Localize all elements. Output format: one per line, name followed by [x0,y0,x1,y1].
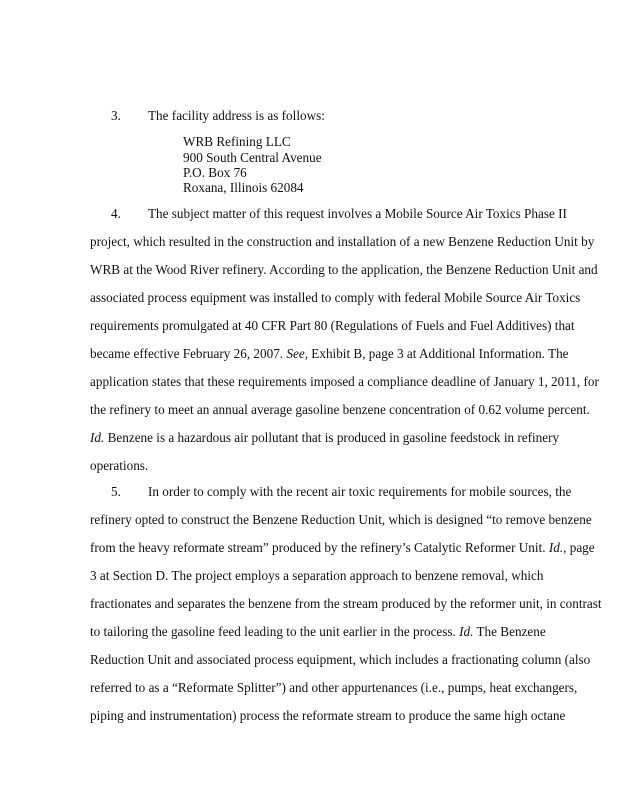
address-line: P.O. Box 76 [183,165,247,180]
text-line: the refinery to meet an annual average gasoline benzene concentration of 0.62 volume percent. [90,402,590,417]
text-line: project, which resulted in the construction and installation of a new Benzene Reduction Unit by [90,234,595,249]
address-line: WRB Refining LLC [183,134,291,149]
paragraph-text: The facility address is as follows: [148,108,325,123]
text-line: from the heavy reformate stream” produced by the refinery’s Catalytic Reformer Unit. Id., page [90,540,595,555]
text-line: referred to as a “Reformate Splitter”) and other appurtenances (i.e., pumps, heat exchangers, [90,680,578,695]
text-line: Id. Benzene is a hazardous air pollutant that is produced in gasoline feedstock in refinery [90,430,560,445]
text-line: application states that these requirements imposed a compliance deadline of January 1, 2011, for [90,374,599,389]
text-line: fractionates and separates the benzene from the stream produced by the reformer unit, in contrast [90,596,602,611]
text-line: requirements promulgated at 40 CFR Part 80 (Regulations of Fuels and Fuel Additives) that [90,318,575,333]
text-line: 3 at Section D. The project employs a separation approach to benzene removal, which [90,568,544,583]
paragraph-number: 4. [111,206,121,221]
text-line: operations. [90,458,149,473]
text-line: associated process equipment was installed to comply with federal Mobile Source Air Toxics [90,290,581,305]
text-line: became effective February 26, 2007. See, Exhibit B, page 3 at Additional Information. The [90,346,569,361]
text-line: to tailoring the gasoline feed leading to the unit earlier in the process. Id. The Benzene [90,624,546,639]
text-line: refinery opted to construct the Benzene Reduction Unit, which is designed “to remove benzene [90,512,592,527]
text-line: Reduction Unit and associated process equipment, which includes a fractionating column (also [90,652,591,667]
paragraph-number: 3. [111,108,121,123]
text-line: piping and instrumentation) process the reformate stream to produce the same high octane [90,708,566,723]
text-line: WRB at the Wood River refinery. According to the application, the Benzene Reduction Unit and [90,262,598,277]
text-line: In order to comply with the recent air toxic requirements for mobile sources, the [148,484,572,499]
address-line: Roxana, Illinois 62084 [183,180,304,195]
address-line: 900 South Central Avenue [183,150,322,165]
paragraph-number: 5. [111,484,121,499]
text-line: The subject matter of this request involves a Mobile Source Air Toxics Phase II [148,206,567,221]
